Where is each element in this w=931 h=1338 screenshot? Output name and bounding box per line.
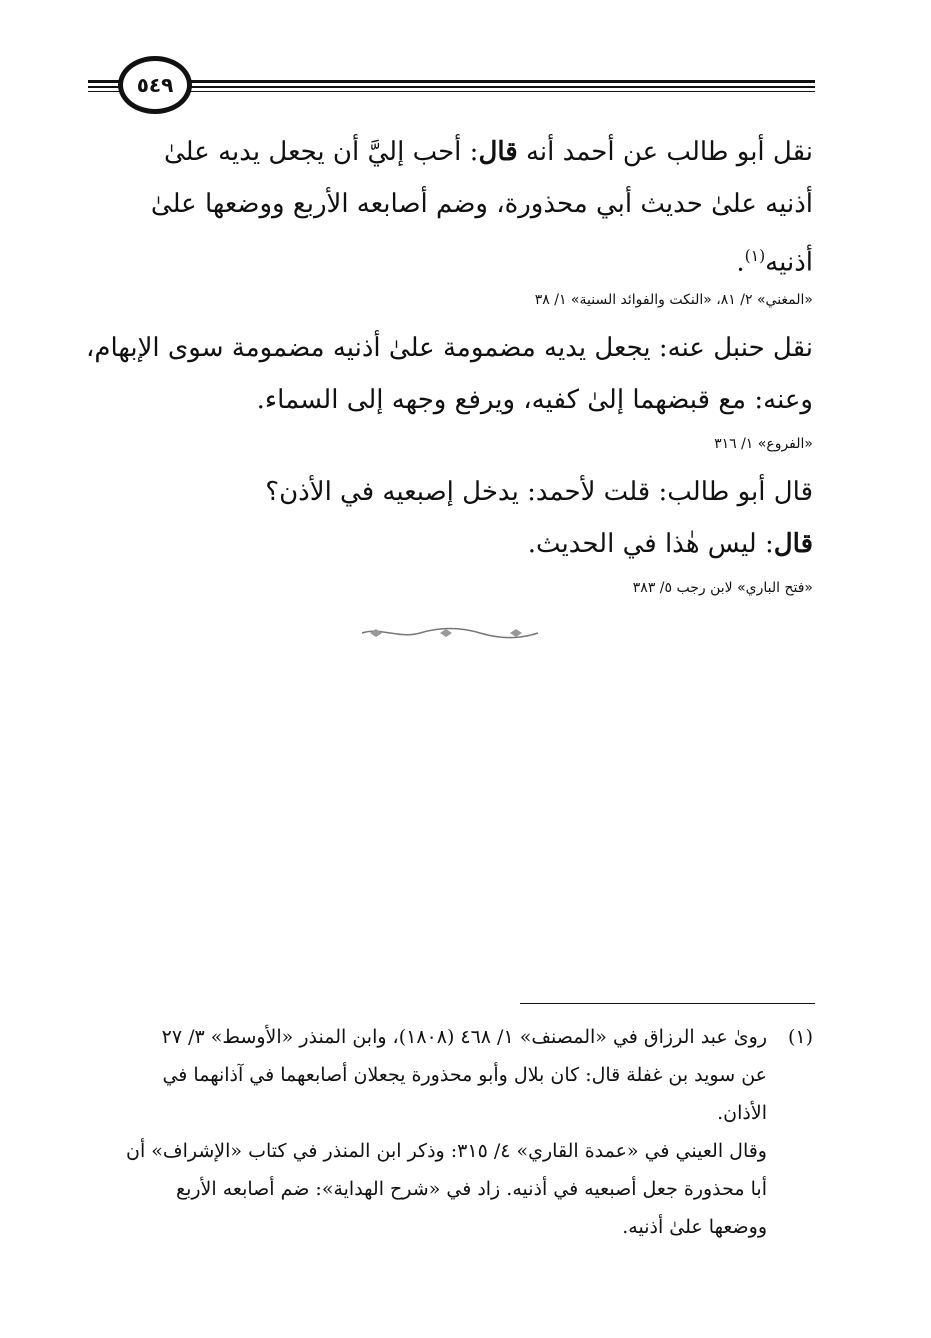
footnote-line: ووضعها علىٰ أذنيه. xyxy=(622,1216,767,1238)
source-citation: «المغني» ٢/ ٨١، «النكت والفوائد السنية» ١/ ٣٨ xyxy=(534,292,813,308)
paragraph-abu-talib xyxy=(151,126,813,289)
bold-keyword: قال xyxy=(478,137,518,167)
header-rule xyxy=(88,91,815,92)
footnote-line: (١)روىٰ عبد الرزاق في «المصنف» ١/ ٤٦٨ (١٨٠٨)، وابن المنذر «الأوسط» ٣/ ٢٧ xyxy=(83,1018,813,1056)
ornament-divider-icon xyxy=(360,626,540,640)
footnotes xyxy=(83,1018,813,1246)
text-line: نقل حنبل عنه: يجعل يديه مضمومة علىٰ أذنيه مضمومة سوى الإبهام، xyxy=(85,333,813,363)
paragraph-hanbal xyxy=(86,322,813,426)
footnote-line: أبا محذورة جعل أصبعيه في أذنيه. زاد في «شرح الهداية»: ضم أصابعه الأربع xyxy=(175,1178,767,1200)
footnote-line: عن سويد بن غفلة قال: كان بلال وأبو محذورة يجعلان أصابعهما في آذانهما في xyxy=(162,1064,767,1086)
text-line: أذنيه$^{(١)}$. xyxy=(736,247,813,278)
footnote-reference[interactable]: (١) xyxy=(744,247,766,265)
text-line: قال: ليس هٰذا في الحديث. xyxy=(527,529,813,559)
source-citation: «فتح الباري» لابن رجب ٥/ ٣٨٣ xyxy=(632,580,813,596)
page-number: ٥٤٩ xyxy=(136,73,174,97)
header-rule xyxy=(88,80,815,83)
bold-keyword: قال xyxy=(773,529,813,559)
source-citation: «الفروع» ١/ ٣١٦ xyxy=(714,436,813,452)
header-rule xyxy=(88,86,815,88)
text-line: قال أبو طالب: قلت لأحمد: يدخل إصبعيه في الأذن؟ xyxy=(265,477,813,507)
paragraph-question xyxy=(265,466,813,570)
footnote-line: الأذان. xyxy=(717,1102,767,1124)
footnote-marker: (١) xyxy=(787,1026,813,1048)
footnote-separator xyxy=(520,1003,815,1004)
text-line: وعنه: مع قبضهما إلىٰ كفيه، ويرفع وجهه إلى السماء. xyxy=(256,385,813,415)
footnote-line: وقال العيني في «عمدة القاري» ٤/ ٣١٥: وذكر ابن المنذر في كتاب «الإشراف» أن xyxy=(126,1140,767,1162)
text-line: أذنيه علىٰ حديث أبي محذورة، وضم أصابعه الأربع ووضعها علىٰ xyxy=(150,189,813,219)
text-line: نقل أبو طالب عن أحمد أنه قال: أحب إليَّ أن يجعل يديه علىٰ xyxy=(164,137,813,167)
page-number-badge xyxy=(118,56,192,114)
